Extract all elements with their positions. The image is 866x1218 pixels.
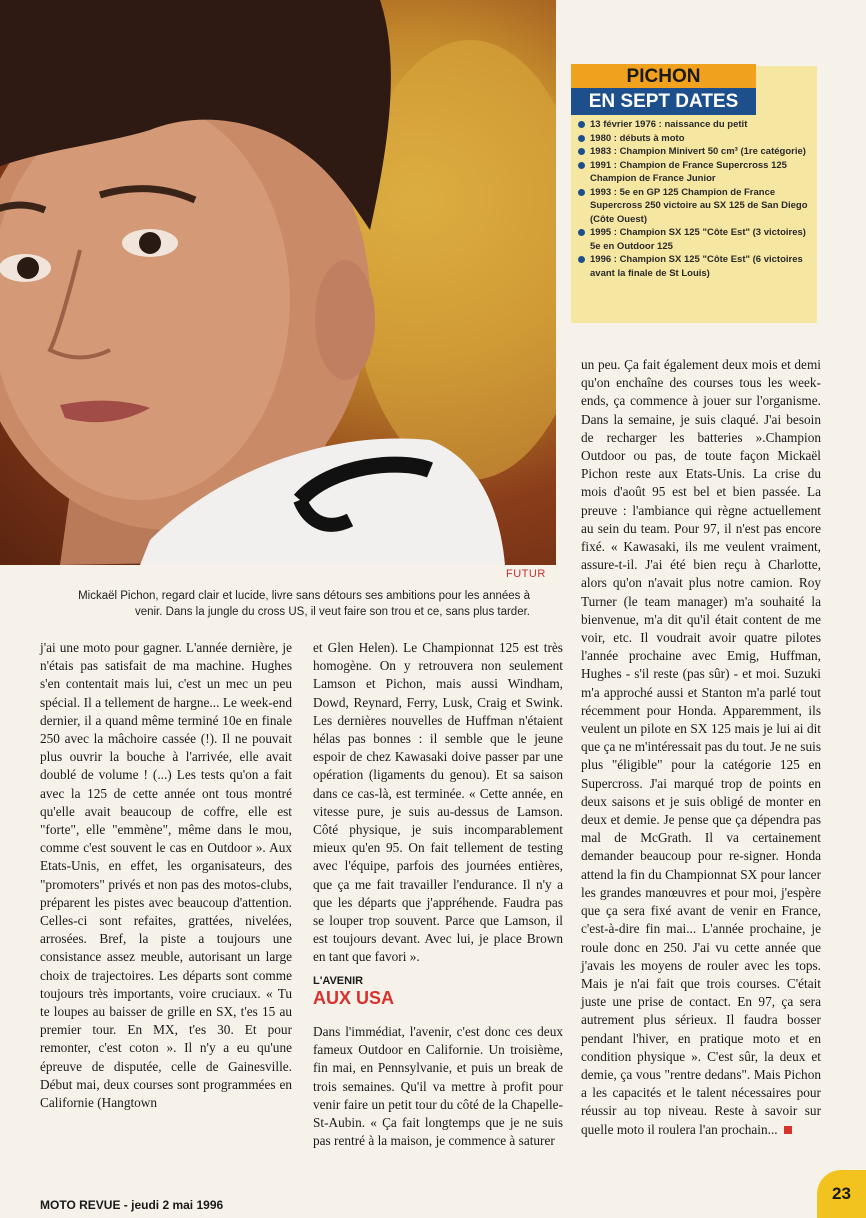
sidebar-title-line1: PICHON [571, 64, 756, 90]
timeline-item [578, 145, 816, 159]
portrait-photo [0, 0, 556, 565]
photo-caption: Mickaël Pichon, regard clair et lucide, livre sans détours ses ambitions pour les années à venir. Dans la jungle du cross US, il veut faire son trou et ce, sans plus tarder. [78, 590, 530, 618]
timeline-text: 1993 : 5e en GP 125 Champion de France Supercross 250 victoire au SX 125 de San Diego (Côte Ouest) [590, 186, 808, 225]
timeline-text: 1980 : débuts à moto [590, 132, 685, 144]
timeline-item [578, 226, 816, 253]
article-column-3 [581, 356, 821, 1139]
photo-credit: FUTUR [506, 568, 546, 580]
bullet-icon [578, 121, 585, 128]
timeline-item [578, 132, 816, 146]
bullet-icon [578, 256, 585, 263]
timeline-text: 1991 : Champion de France Supercross 125 Champion de France Junior [590, 159, 787, 184]
timeline-list [578, 118, 816, 280]
footer-publication: MOTO REVUE - jeudi 2 mai 1996 [40, 1198, 224, 1212]
subhead-kicker: L'AVENIR [313, 975, 364, 987]
timeline-text: 13 février 1976 : naissance du petit [590, 119, 748, 130]
sidebar-title-line2: EN SEPT DATES [571, 88, 756, 115]
timeline-item [578, 118, 816, 132]
timeline-text: 1983 : Champion Minivert 50 cm³ (1re catégorie) [590, 146, 806, 157]
page-number: 23 [817, 1170, 866, 1218]
article-column-2b: Dans l'immédiat, l'avenir, c'est donc ces deux fameux Outdoor en Californie. Un troisième, fin mai, en Pennsylvanie, et puis un break de trois semaines. Qu'il va mettre à profit pour venir faire un petit tour du côté de la Chapelle-St-Aubin. « Ça fait longtemps que je ne suis pas rentré à la maison, je commence à saturer [313, 1024, 563, 1149]
article-column-1: j'ai une moto pour gagner. L'année dernière, je n'étais pas satisfait de ma machine. Hughes s'en contentait mais lui, c'est un mec un peu spécial. Il a tellement de hargne... Le week-end dernier, il a quand même terminé 10e en finale 250 avec la mâchoire cassée (!). Il ne pouvait plus ouvrir la bouche à l'arrivée, elle avait doublé de volume ! (...) Les tests qu'on a fait avec la 125 de cette année ont tous montré qu'elle avait beaucoup de coffre, elle est "forte", elle "emmène", même dans le mou, comme c'est souvent le cas en Outdoor ». Aux Etats-Unis, en effet, les organisateurs, des "promoters" privés et non pas des motos-clubs, préparent les pistes avec beaucoup d'attention. Celles-ci sont refaites, grattées, nivelées, arrosées. Bref, la piste a toujours une consistance assez meuble, autorisant un large choix de trajectoires. Les départs sont comme toujours très importants, voire cruciaux. « Tu te loupes au baisser de grille en SX, t'es 15 au premier tour. En MX, t'es 30. Et pour remonter, c'est coton ». Il n'y a eu qu'une épreuve de disputée, celle de Gainesville. Début mai, deux courses sont programmées en Californie (Hangtown [40, 640, 292, 1111]
bullet-icon [578, 189, 585, 196]
timeline-item [578, 186, 816, 227]
end-mark-icon [784, 1126, 792, 1134]
timeline-text: 1996 : Champion SX 125 "Côte Est" (6 victoires avant la finale de St Louis) [590, 254, 803, 279]
timeline-item [578, 159, 816, 186]
article-column-3-text: un peu. Ça fait également deux mois et demi qu'on enchaîne des courses tous les week-ends, ça commence à jouer sur l'organisme. Dans la semaine, je suis claqué. J'ai besoin de recharger les batteries ».Champion Outdoor ou pas, de toute façon Mickaël Pichon reste aux Etats-Unis. La crise du mois d'août 95 est bel et bien passée. La preuve : l'ambiance qui règne actuellement au sein du team. Pour 97, il n'est pas encore fixé. « Kawasaki, ils me veulent vraiment, assure-t-il. J'ai été bien reçu à Charlotte, alors qu'on n'avait plus notre camion. Roy Turner (le team manager) m'a souhaité la bienvenue, m'a dit qu'il était content de me voir, etc. Il voudrait avoir quatre pilotes l'année prochaine avec Emig, Huffman, Hughes - s'il reste (pas sûr) - et moi. Suzuki m'a approché aussi et Stanton m'a parlé tout récemment pour Honda. Apparemment, ils veulent un pilote en SX 125 mais je lui ai dit que ça ne m'intéressait pas du tout. Je ne suis plus "éligible" pour la catégorie 125 en Supercross. J'ai marqué trop de points en deux saisons et je suis obligé de monter en deux et demie. Je pense que ça dépendra pas mal de McGrath. Il va certainement demander beaucoup pour re-signer. Honda attend la fin du Championnat SX pour lancer les grandes manœuvres et pour moi, j'espère que ça sera fixé avant de venir en France, c'est-à-dire fin mai... L'année prochaine, je roule donc en 250. J'ai vu cette année que j'avais les moyens de rouler avec les tops. Mais je n'ai fait que trois courses. C'était juste une prise de contact. En 97, ça sera autrement plus sérieux. Il faudra bosser pendant l'hiver, en pratique moto et en condition physique ». C'est sûr, la deux et demie, ça vous "rentre dedans". Mais Pichon a les capacités et le talent nécessaires pour réussir au top niveau. Reste à savoir sur quelle moto il roulera l'an prochain... [581, 357, 821, 1137]
bullet-icon [578, 135, 585, 142]
timeline-item [578, 253, 816, 280]
timeline-text: 1995 : Champion SX 125 "Côte Est" (3 victoires) 5e en Outdoor 125 [590, 227, 806, 252]
portrait-illustration [0, 0, 556, 565]
subhead-title: AUX USA [313, 988, 395, 1008]
bullet-icon [578, 148, 585, 155]
bullet-icon [578, 229, 585, 236]
article-column-2: et Glen Helen). Le Championnat 125 est très homogène. On y retrouvera non seulement Lamson et Pichon, mais aussi Windham, Dowd, Reynard, Ferry, Lusk, Craig et Swink. Les dernières nouvelles de Huffman n'étaient hélas pas bonnes : il semble que le jeune espoir de chez Kawasaki doive passer par une opération (ligaments du genou). Et sa saison dans ce cas-là, est terminée. « Cette année, en vitesse pure, je suis au-dessus de Lamson. Côté physique, je suis incomparablement mieux qu'en 95. On fait tellement de testing avec l'équipe, parfois des journées entières, que ça me fait travailler l'endurance. Il n'y a que les départs que j'appréhende. Faudra pas se louper trop souvent. Parce que Lamson, il est toujours devant. Avec lui, je place Brown en tant que favori ». [313, 640, 563, 965]
bullet-icon [578, 162, 585, 169]
